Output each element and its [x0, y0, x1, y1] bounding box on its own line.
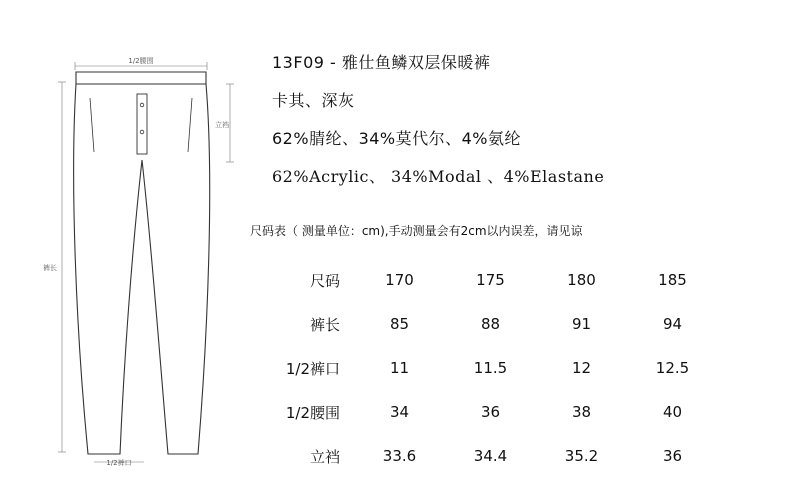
value-cell: 11 [389, 359, 410, 377]
composition-en: 62%Acrylic、 34%Modal 、4%Elastane [272, 167, 605, 186]
value-cell: 35.2 [564, 447, 599, 465]
waist-label: 1/2腰围 [128, 57, 154, 65]
value-cell: 36 [662, 447, 683, 465]
value-cell: 85 [389, 315, 410, 333]
value-cell: 34 [389, 403, 410, 421]
row-label: 尺码 [309, 271, 340, 290]
size-table-note: 尺码表（ 测量单位：cm),手动测量会有2cm以内误差，请见谅 [250, 224, 583, 238]
size-table [270, 258, 718, 478]
product-colors: 卡其、深灰 [272, 91, 355, 110]
waist-dimension [75, 56, 207, 70]
size-table-row [270, 346, 718, 390]
size-cell: 180 [567, 271, 596, 289]
row-label: 裤长 [309, 315, 340, 334]
row-label: 1/2裤口 [285, 359, 340, 378]
value-cell: 12.5 [655, 359, 690, 377]
value-cell: 38 [571, 403, 592, 421]
value-cell: 12 [571, 359, 592, 377]
rise-dimension [215, 84, 234, 162]
length-dimension [43, 82, 66, 452]
value-cell: 40 [662, 403, 683, 421]
hem-label: 1/2裤口 [106, 459, 132, 467]
size-cell: 175 [476, 271, 505, 289]
value-cell: 36 [480, 403, 501, 421]
size-table-row [270, 434, 718, 478]
row-label: 1/2腰围 [285, 403, 340, 422]
size-table-row [270, 390, 718, 434]
pants-outline [74, 72, 210, 454]
size-cell: 170 [385, 271, 414, 289]
value-cell: 88 [480, 315, 501, 333]
product-title: 13F09 - 雅仕鱼鳞双层保暖裤 [272, 53, 491, 72]
length-label: 裤长 [43, 264, 57, 272]
rise-label: 立裆 [215, 121, 229, 129]
size-table-header-row [270, 258, 718, 302]
row-label: 立裆 [309, 447, 340, 466]
value-cell: 94 [662, 315, 683, 333]
pants-diagram [0, 0, 240, 480]
size-cell: 185 [658, 271, 687, 289]
value-cell: 34.4 [473, 447, 508, 465]
value-cell: 11.5 [473, 359, 508, 377]
value-cell: 33.6 [382, 447, 417, 465]
size-table-row [270, 302, 718, 346]
value-cell: 91 [571, 315, 592, 333]
hem-dimension [94, 458, 144, 467]
composition-cn: 62%腈纶、34%莫代尔、4%氨纶 [272, 129, 522, 148]
